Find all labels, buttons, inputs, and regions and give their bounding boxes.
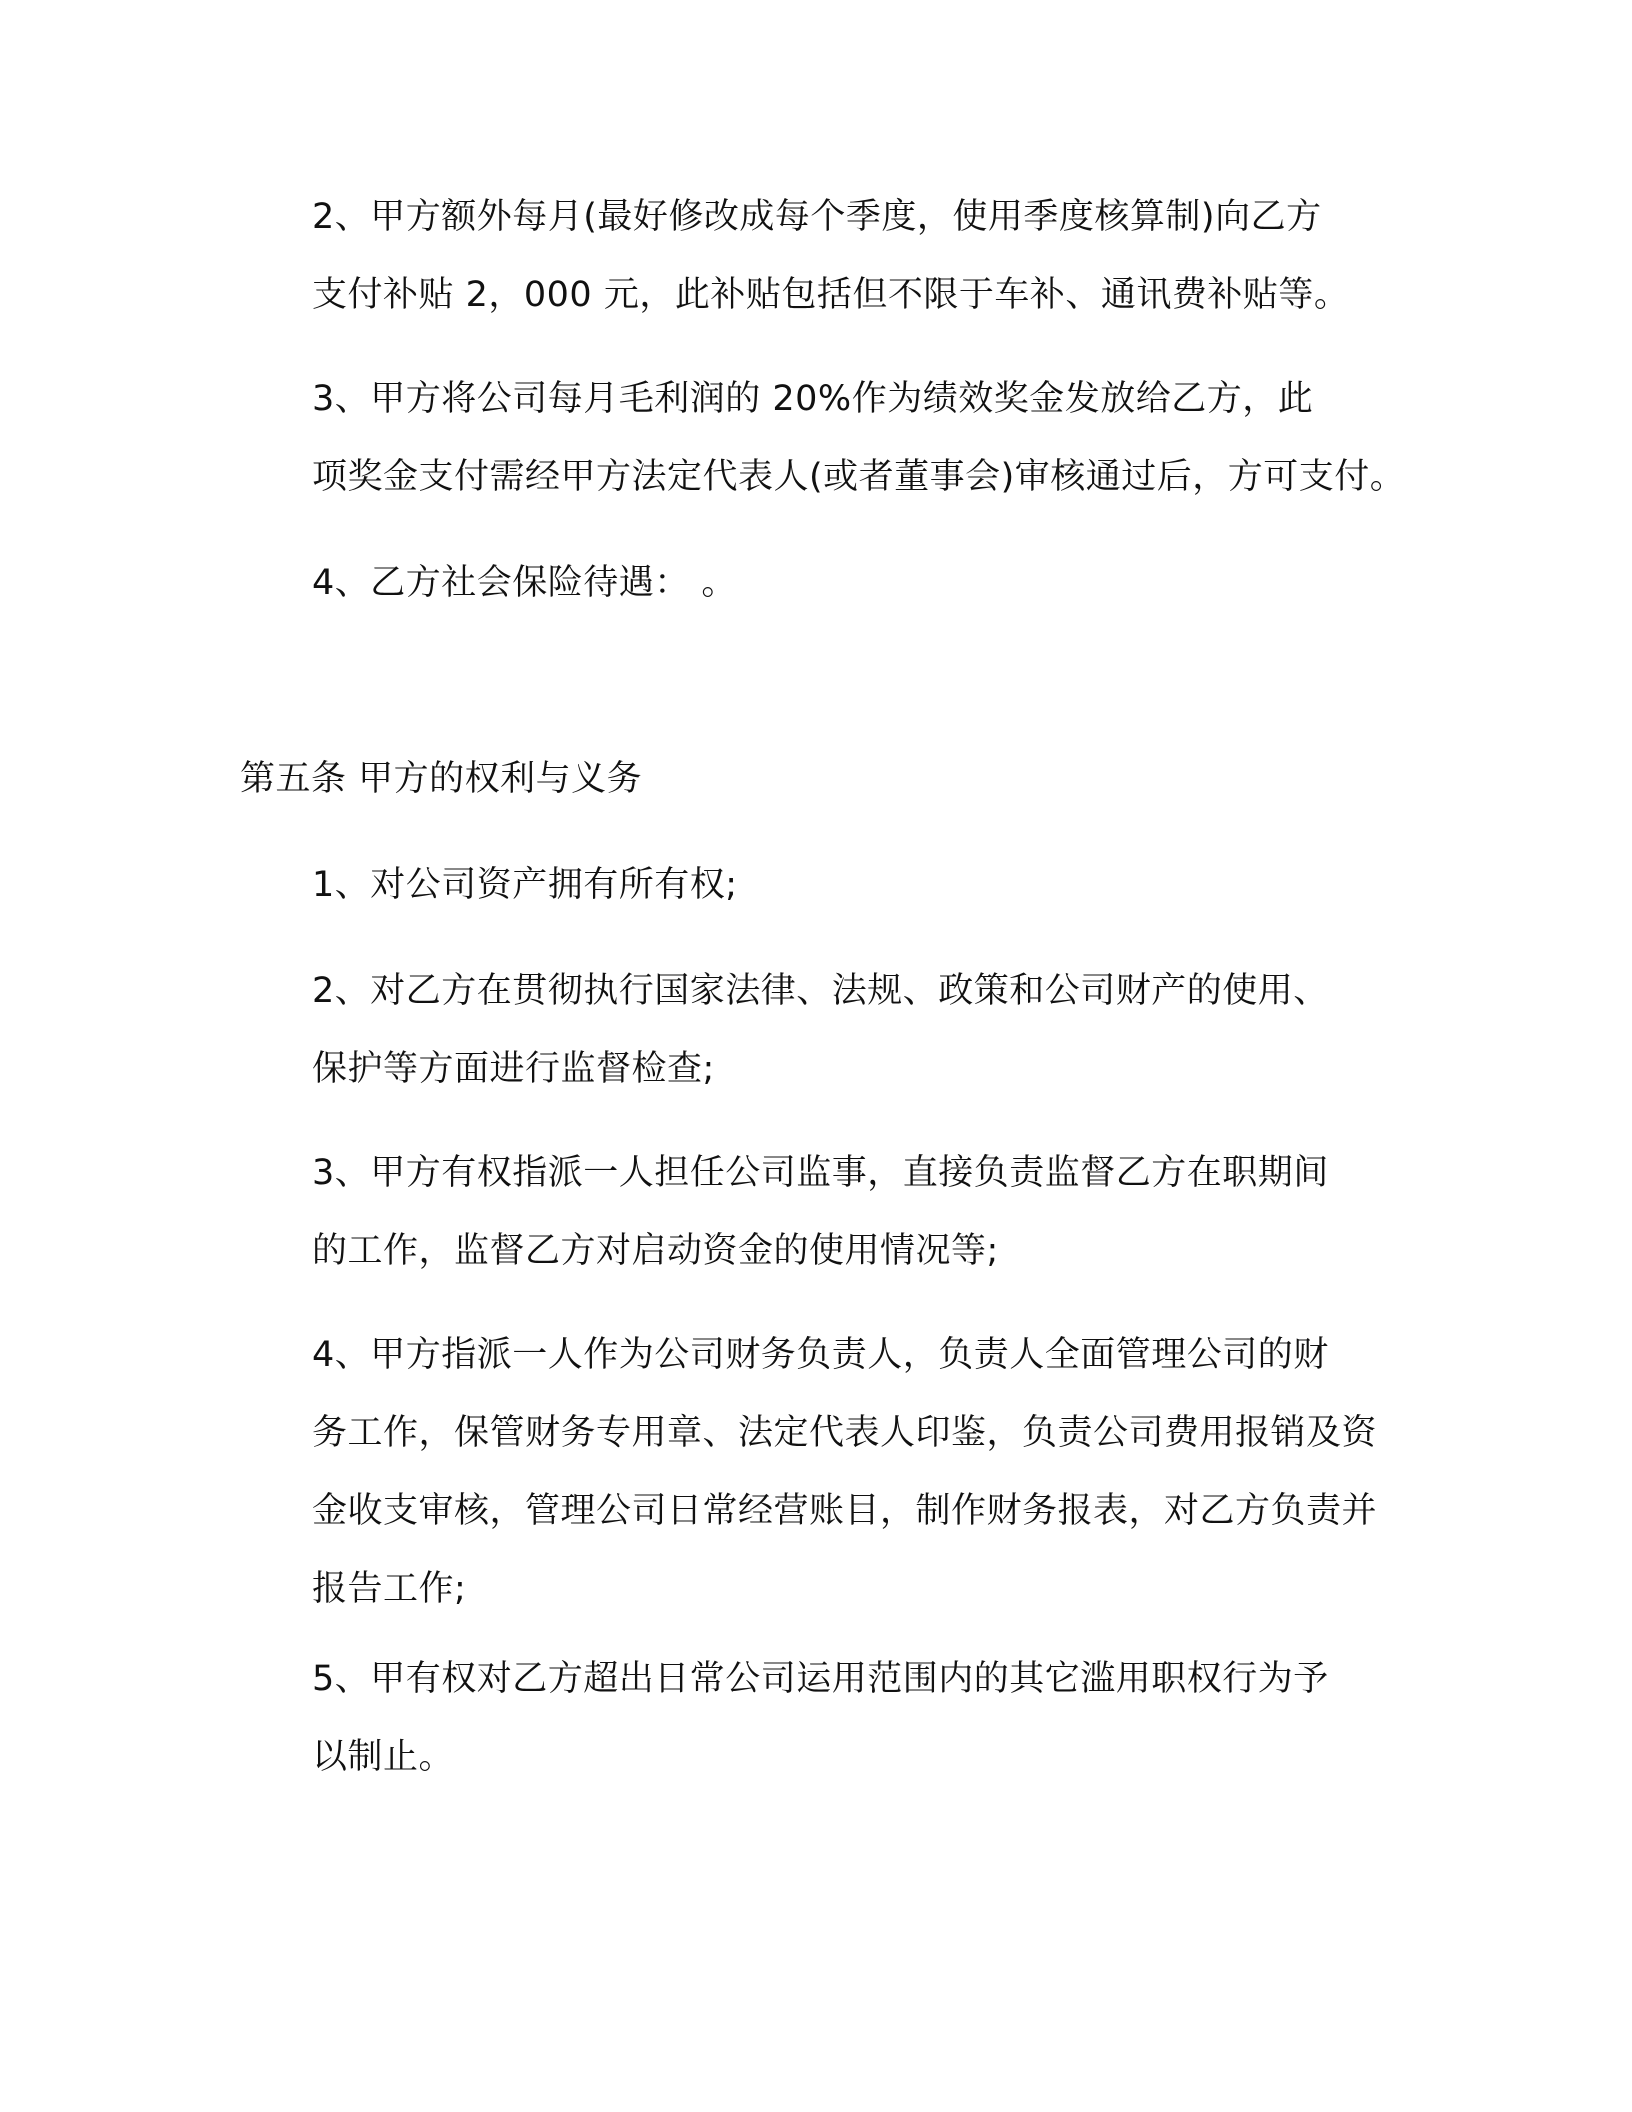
section-heading: [240, 740, 1375, 818]
clause-line: 的工作，监督乙方对启动资金的使用情况等;: [312, 1231, 999, 1271]
clause-line: 4、甲方指派一人作为公司财务负责人，负责人全面管理公司的财: [312, 1335, 1329, 1375]
clause-item-4-insurance: [240, 544, 1375, 622]
clause-line: 务工作，保管财务专用章、法定代表人印鉴，负责公司费用报销及资: [312, 1413, 1378, 1453]
clause-item-5-restraint: [240, 1640, 1375, 1796]
clause-item-3-supervisor: [240, 1134, 1375, 1290]
clause-line: 保护等方面进行监督检查;: [312, 1049, 715, 1089]
clause-line: 1、对公司资产拥有所有权;: [312, 865, 738, 905]
clause-line: 项奖金支付需经甲方法定代表人(或者董事会)审核通过后，方可支付。: [312, 457, 1406, 497]
clause-line: 3、甲方将公司每月毛利润的 20%作为绩效奖金发放给乙方，此: [312, 379, 1314, 419]
clause-line: 2、甲方额外每月(最好修改成每个季度，使用季度核算制)向乙方: [312, 197, 1322, 237]
clause-line: 金收支审核，管理公司日常经营账目，制作财务报表，对乙方负责并: [312, 1491, 1378, 1531]
section-5-title: 第五条 甲方的权利与义务: [240, 759, 643, 799]
clause-line: 报告工作;: [312, 1569, 467, 1609]
clause-line: 3、甲方有权指派一人担任公司监事，直接负责监督乙方在职期间: [312, 1153, 1329, 1193]
clause-item-3-bonus: [240, 360, 1406, 516]
clause-line: 4、乙方社会保险待遇： 。: [312, 563, 737, 603]
clause-line: 5、甲有权对乙方超出日常公司运用范围内的其它滥用职权行为予: [312, 1659, 1329, 1699]
clause-line: 以制止。: [312, 1737, 455, 1777]
clause-line: 2、对乙方在贯彻执行国家法律、法规、政策和公司财产的使用、: [312, 971, 1329, 1011]
clause-item-2-allowance: [240, 178, 1375, 334]
clause-item-4-finance: [240, 1316, 1378, 1628]
clause-line: 支付补贴 2，000 元，此补贴包括但不限于车补、通讯费补贴等。: [312, 275, 1350, 315]
clause-item-2-supervision: [240, 952, 1375, 1108]
clause-item-1-ownership: [240, 846, 1375, 924]
